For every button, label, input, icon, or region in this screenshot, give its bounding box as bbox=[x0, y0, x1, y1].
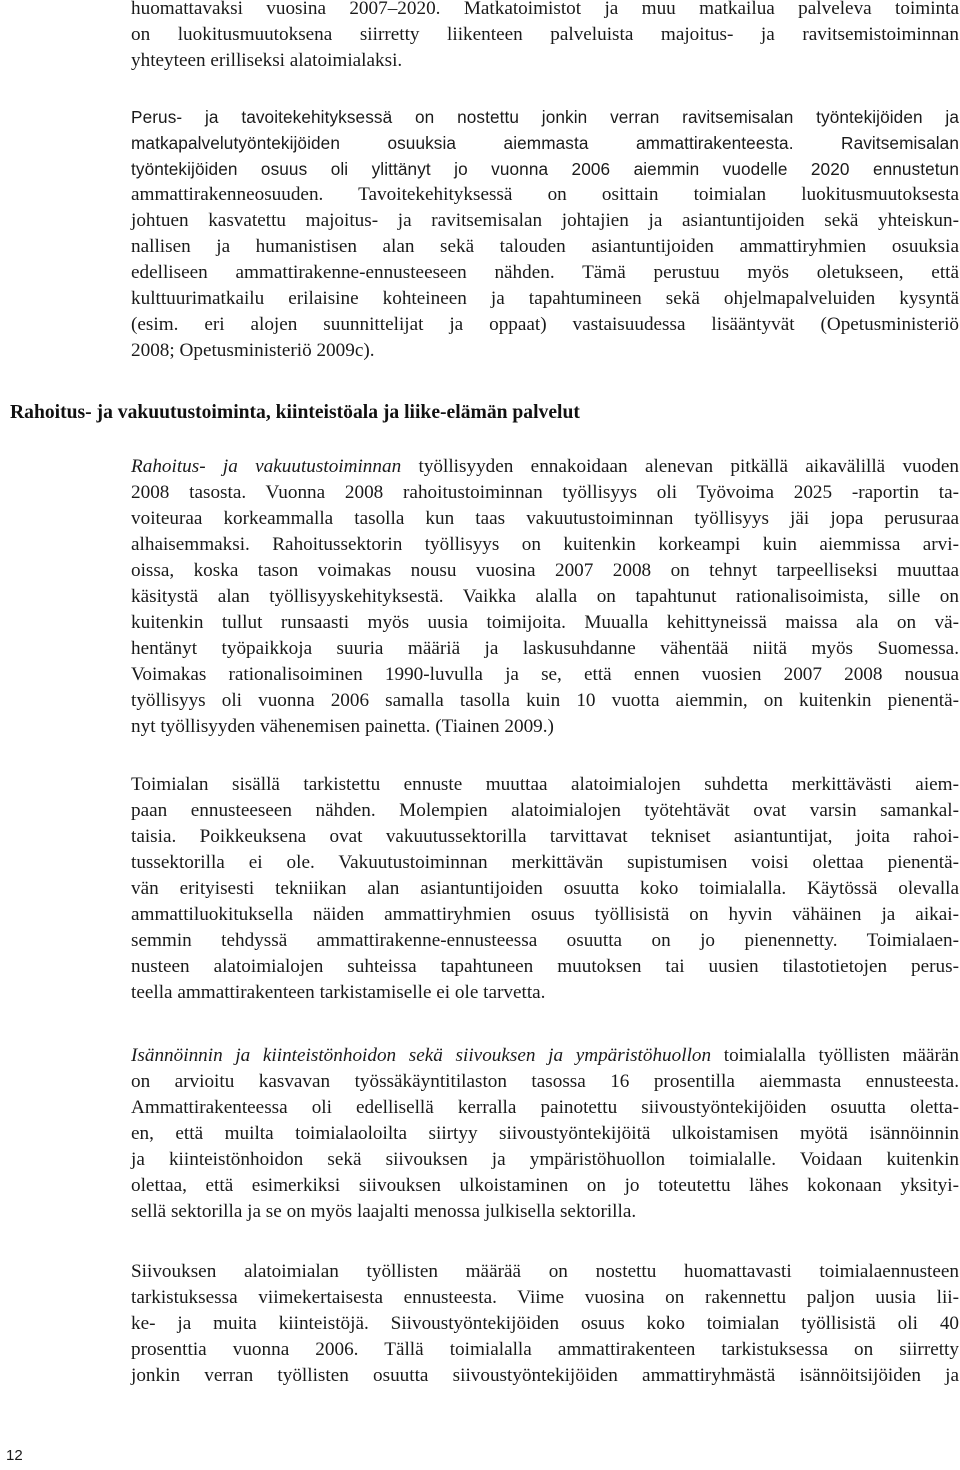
text-line: yhteyteen erilliseksi alatoimialaksi. bbox=[131, 50, 403, 71]
text-line: ammattiluokituksella näiden ammattiryhmien osuus työllisistä on hyvin vähäinen ja aikai- bbox=[131, 904, 959, 925]
text-line: alhaisemmaksi. Rahoitussektorin työllisyys on kuitenkin korkeampi kuin aiemmissa arvi- bbox=[131, 534, 959, 555]
text-line: 2008 tasosta. Vuonna 2008 rahoitustoiminnan työllisyys oli Työvoima 2025 -raportin ta- bbox=[131, 482, 959, 503]
text-run: työllisyyden ennakoidaan alenevan pitkällä aikavälillä vuoden bbox=[401, 456, 959, 477]
text-line bbox=[131, 1043, 959, 1069]
text-line: Perus- ja tavoitekehityksessä on nostettu jonkin verran ravitsemisalan työntekijöiden ja bbox=[131, 107, 959, 127]
text-line: semmin tehdyssä ammattirakenne-ennusteessa osuutta on jo pienennetty. Toimialaen- bbox=[131, 930, 959, 951]
text-line: edelliseen ammattirakenne-ennusteeseen nähden. Tämä perustuu myös oletukseen, että bbox=[131, 262, 959, 283]
text-line: on arvioitu kasvavan työssäkäyntitilaston tasossa 16 prosentilla aiemmasta ennusteesta. bbox=[131, 1071, 959, 1092]
text-line: Toimialan sisällä tarkistettu ennuste muuttaa alatoimialojen suhdetta merkittävästi aiem- bbox=[131, 774, 959, 795]
text-line: ja kiinteistönhoidon sekä siivouksen ja ympäristöhuollon toimialalle. Voidaan kuitenkin bbox=[131, 1149, 959, 1170]
text-line: 2008; Opetusministeriö 2009c). bbox=[131, 340, 375, 361]
text-line: Voimakas rationalisoiminen 1990-luvulla ja se, että ennen vuosien 2007 2008 nousua bbox=[131, 664, 959, 685]
text-line: (esim. eri alojen suunnittelijat ja oppaat) vastaisuudessa lisääntyvät (Opetusministeriö bbox=[131, 314, 959, 335]
page-number: 12 bbox=[6, 1447, 23, 1464]
text-line: työllisyys oli vuonna 2006 samalla tasolla kuin 10 vuotta aiemmin, on kuitenkin pienentä- bbox=[131, 690, 959, 711]
text-line: matkapalvelutyöntekijöiden osuuksia aiemmasta ammattirakenteesta. Ravitsemisalan bbox=[131, 133, 959, 153]
italic-term: Rahoitus- ja vakuutustoiminnan bbox=[131, 456, 402, 477]
text-line: työntekijöiden osuus oli ylittänyt jo vuonna 2006 aiemmin vuodelle 2020 ennustetun bbox=[131, 159, 959, 179]
text-line: teella ammattirakenteen tarkistamiselle ei ole tarvetta. bbox=[131, 982, 546, 1003]
text-line: huomattavaksi vuosina 2007–2020. Matkatoimistot ja muu matkailua palveleva toiminta bbox=[131, 0, 959, 19]
text-line: prosenttia vuonna 2006. Tällä toimialalla ammattirakenteen tarkistuksessa on siirretty bbox=[131, 1339, 959, 1360]
text-line: voiteuraa korkeammalla tasolla kun taas vakuutustoiminnan työllisyys jäi jopa perusuraa bbox=[131, 508, 959, 529]
text-line: nusteen alatoimialojen suhteissa tapahtuneen muutoksen tai uusien tilastotietojen perus- bbox=[131, 956, 959, 977]
text-line: jonkin verran työllisten osuutta siivoustyöntekijöiden ammattiryhmästä isännöitsijöiden ja bbox=[131, 1365, 959, 1386]
text-line: kulttuurimatkailu erilaisine kohteineen ja tapahtumineen sekä ohjelmapalveluiden kysyntä bbox=[131, 288, 959, 309]
text-line: johtuen kasvatettu majoitus- ja ravitsemisalan johtajien ja asiantuntijoiden sekä yhteiskun- bbox=[131, 210, 959, 231]
text-line: olettaa, että esimerkiksi siivouksen ulkoistaminen on jo toteutettu lähes kokonaan yksityi- bbox=[131, 1175, 959, 1196]
text-line: nallisen ja humanistisen alan sekä talouden asiantuntijoiden ammattiryhmien osuuksia bbox=[131, 236, 959, 257]
rahoitus-paragraph bbox=[131, 454, 959, 740]
text-line: vän erityisesti tekniikan alan asiantuntijoiden osuutta koko toimialalla. Käytössä olevalla bbox=[131, 878, 959, 899]
text-line: sellä sektorilla ja se on myös laajalti menossa julkisella sektorilla. bbox=[131, 1201, 637, 1222]
text-line bbox=[131, 454, 959, 480]
text-line: on luokitusmuutoksena siirretty liikenteen palveluista majoitus- ja ravitsemistoiminnan bbox=[131, 24, 959, 45]
isannoinnin-paragraph bbox=[131, 1043, 959, 1225]
text-line: paan ennusteeseen nähden. Molempien alatoimialojen työtehtävät ovat varsin samankal- bbox=[131, 800, 959, 821]
text-line: oissa, koska tason voimakas nousu vuosina 2007 2008 on tehnyt tarpeelliseksi muuttaa bbox=[131, 560, 959, 581]
perus-paragraph bbox=[131, 104, 959, 364]
text-line: tarkistuksessa viimekertaisesta ennusteesta. Viime vuosina on rakennettu paljon uusia lii- bbox=[131, 1287, 959, 1308]
siivouksen-paragraph bbox=[131, 1259, 959, 1389]
section-heading: Rahoitus- ja vakuutustoiminta, kiinteistöala ja liike-elämän palvelut bbox=[10, 402, 580, 423]
text-line: käsitystä alan työllisyyskehityksestä. Vaikka alalla on tapahtunut rationalisoimista, sille on bbox=[131, 586, 959, 607]
text-line: hentänyt työpaikkoja suuria määriä ja laskusuhdanne vähentää niitä myös Suomessa. bbox=[131, 638, 959, 659]
text-line: Ammattirakenteessa oli edellisellä kerralla painotettu siivoustyöntekijöiden osuutta oletta- bbox=[131, 1097, 959, 1118]
text-line: ammattirakenneosuuden. Tavoitekehityksessä on osittain toimialan luokitusmuutoksesta bbox=[131, 184, 959, 205]
toimiala-paragraph bbox=[131, 772, 959, 1006]
text-run: toimialalla työllisten määrän bbox=[711, 1045, 959, 1066]
intro-paragraph bbox=[131, 0, 959, 74]
text-line: Siivouksen alatoimialan työllisten määrää on nostettu huomattavasti toimialaennusteen bbox=[131, 1261, 959, 1282]
text-line: en, että muilta toimialaoloilta siirtyy siivoustyöntekijöitä ulkoistamisen myötä isännöinnin bbox=[131, 1123, 959, 1144]
text-line: nyt työllisyyden vähenemisen painetta. (Tiainen 2009.) bbox=[131, 716, 554, 737]
italic-term: Isännöinnin ja kiinteistönhoidon sekä siivouksen ja ympäristöhuollon bbox=[131, 1045, 712, 1066]
text-line: tussektorilla ei ole. Vakuutustoiminnan merkittävän supistumisen voisi olettaa pienentä- bbox=[131, 852, 959, 873]
text-line: ke- ja muita kiinteistöjä. Siivoustyöntekijöiden osuus koko toimialan työllisistä oli 40 bbox=[131, 1313, 959, 1334]
text-line: kuitenkin tullut runsaasti myös uusia toimijoita. Muualla kehittyneissä maissa ala on vä- bbox=[131, 612, 959, 633]
text-line: taisia. Poikkeuksena ovat vakuutussektorilla tarvittavat tekniset asiantuntijat, joita rahoi- bbox=[131, 826, 959, 847]
